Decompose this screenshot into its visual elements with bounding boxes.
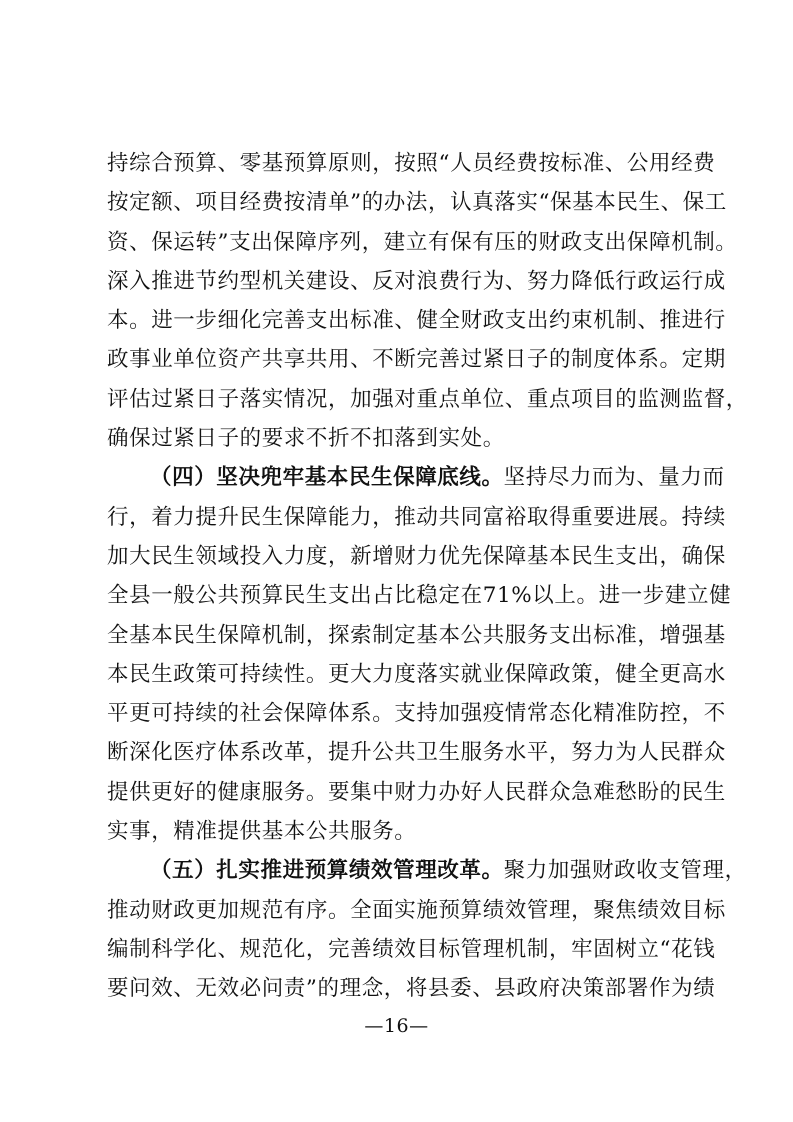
paragraph-first-line [107,458,725,497]
text-line: 本。进一步细化完善支出标准、健全财政支出约束机制、推进行 [107,308,726,334]
text-line: 政事业单位资产共享共用、不断完善过紧日子的制度体系。定期 [107,347,726,373]
text-line: 按定额、项目经费按清单”的办法，认真落实“保基本民生、保工 [107,190,727,216]
document-body [107,144,748,1009]
text-line: 编制科学化、规范化，完善绩效目标管理机制，牢固树立“花钱 [107,936,716,962]
text-run: 坚持尽力而为、量力而 [503,465,725,491]
text-line: 全县一般公共预算民生支出占比稳定在71%以上。进一步建立健 [107,583,732,609]
text-line: 加大民生领域投入力度，新增财力优先保障基本民生支出，确保 [107,543,726,569]
section-heading: （四）坚决兜牢基本民生保障底线。 [150,465,504,491]
text-line: 持综合预算、零基预算原则，按照“人员经费按标准、公用经费 [107,151,716,176]
text-line: 深入推进节约型机关建设、反对浪费行为、努力降低行政运行成 [107,268,726,294]
text-line: 推动财政更加规范有序。全面实施预算绩效管理，聚焦绩效目标 [107,897,726,923]
text-line: 确保过紧日子的要求不折不扣落到实处。 [107,426,505,452]
paragraph-1 [107,144,748,458]
text-line: 实事，精准提供基本公共服务。 [107,819,417,845]
text-line: 提供更好的健康服务。要集中财力办好人民群众急难愁盼的民生 [107,779,726,805]
paragraph-2 [107,458,732,851]
text-line: 行，着力提升民生保障能力，推动共同富裕取得重要进展。持续 [107,504,726,530]
section-heading: （五）扎实推进预算绩效管理改革。 [150,858,504,884]
text-line: 要问效、无效必问责”的理念，将县委、县政府决策部署作为绩 [107,976,716,1002]
text-line: 全基本民生保障机制，探索制定基本公共服务支出标准，增强基 [107,622,726,648]
paragraph-3 [107,851,747,1008]
text-run: 聚力加强财政收支管理， [503,858,747,884]
text-line: 断深化医疗体系改革，提升公共卫生服务水平，努力为人民群众 [107,740,726,766]
text-line: 本民生政策可持续性。更大力度落实就业保障政策，健全更高水 [107,661,726,687]
text-line: 评估过紧日子落实情况，加强对重点单位、重点项目的监测监督， [107,386,748,412]
text-line: 资、保运转”支出保障序列，建立有保有压的财政支出保障机制。 [107,229,738,255]
paragraph-first-line [107,851,747,890]
page-number: —16— [364,1015,429,1037]
text-line: 平更可持续的社会保障体系。支持加强疫情常态化精准防控，不 [107,701,726,727]
